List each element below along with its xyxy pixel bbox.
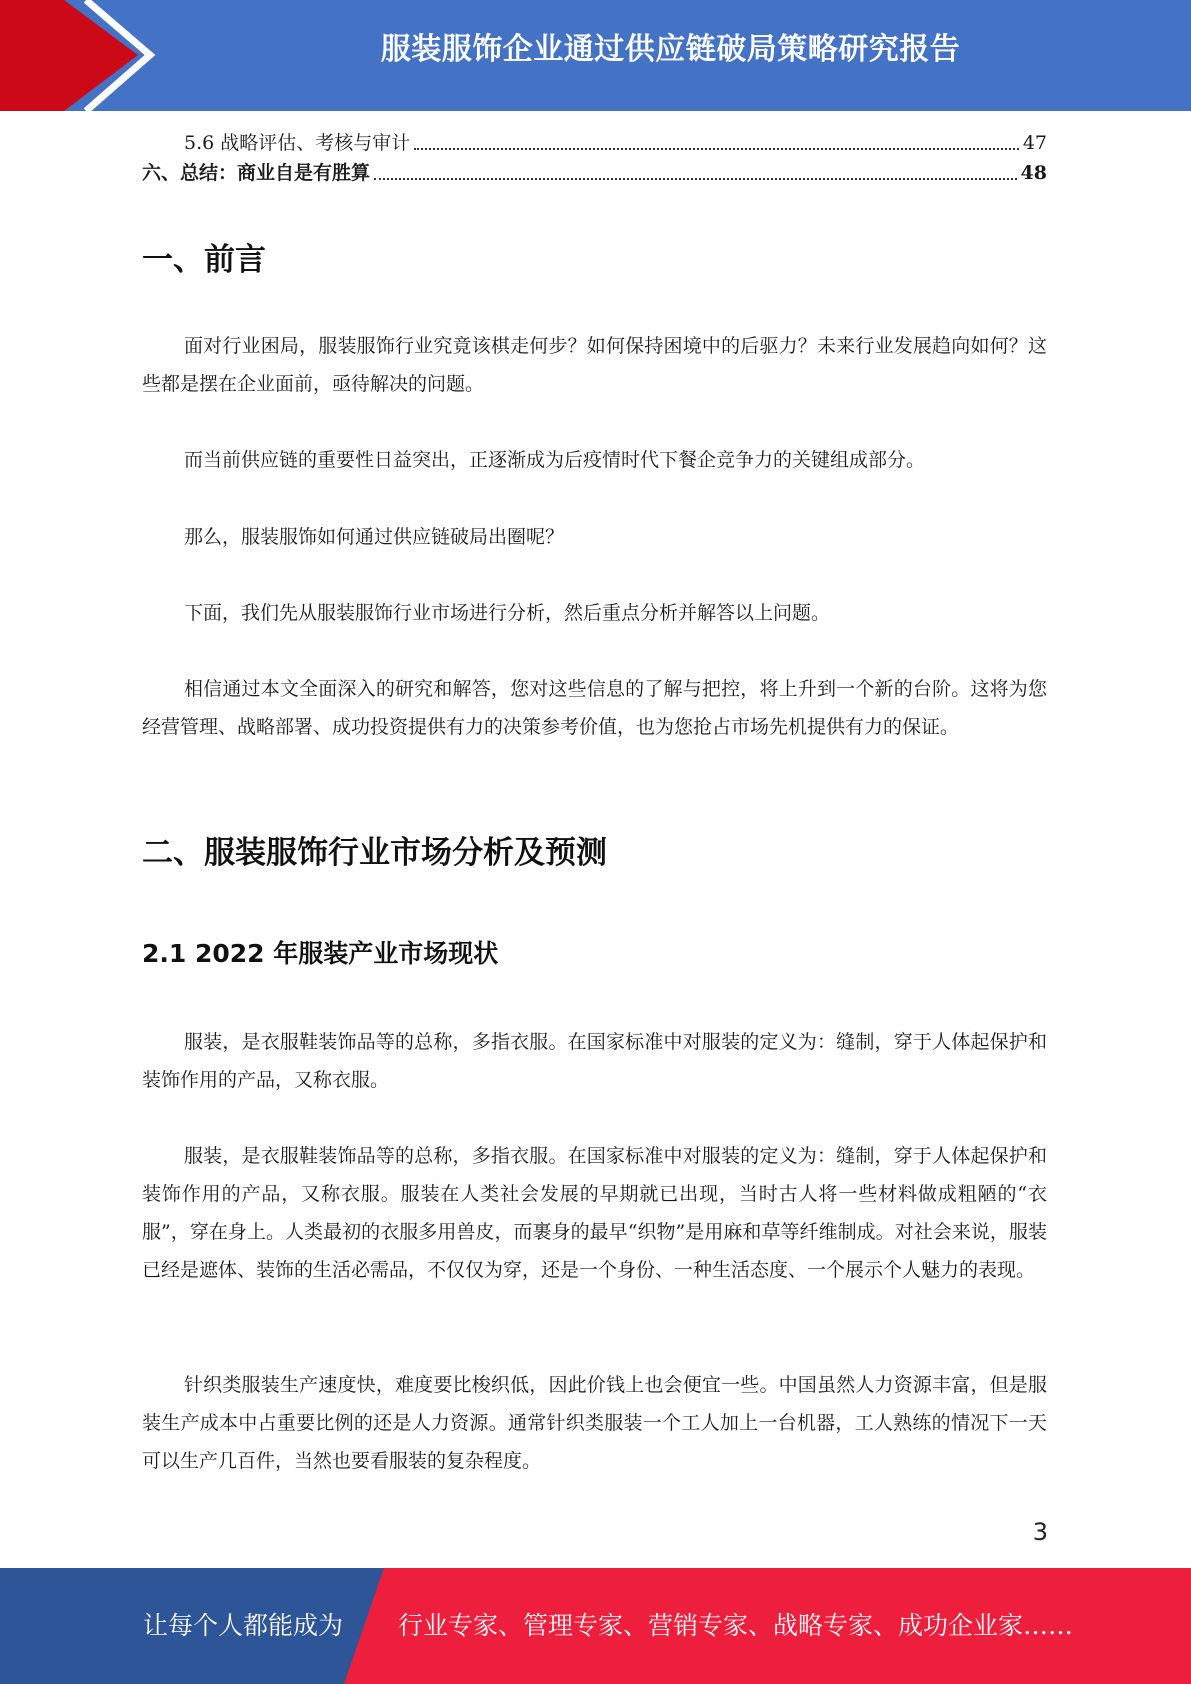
section-heading-market: 二、服装服饰行业市场分析及预测 [142,835,607,871]
toc-entry[interactable] [142,128,1047,158]
toc-entry-label: 5.6 战略评估、考核与审计 [184,132,411,154]
paragraph: 而当前供应链的重要性日益突出，正逐渐成为后疫情时代下餐企竞争力的关键组成部分。 [184,449,926,471]
toc-entry-page: 47 [1022,132,1047,154]
header-banner [0,0,1191,111]
subsection-heading: 2.1 2022 年服装产业市场现状 [142,939,499,968]
paragraph: 面对行业困局，服装服饰行业究竟该棋走何步？如何保持困境中的后驱力？未来行业发展趋向如何？这些都是摆在企业面前，亟待解决的问题。 [142,335,1047,395]
paragraph: 服装，是衣服鞋装饰品等的总称，多指衣服。在国家标准中对服装的定义为：缝制，穿于人体起保护和装饰作用的产品，又称衣服。服装在人类社会发展的早期就已出现，当时古人将一些材料做成粗陋的“衣服”，穿在身上。人类最初的衣服多用兽皮，而裹身的最早“织物”是用麻和草等纤维制成。对社会来说，服装已经是遮体、装饰的生活必需品，不仅仅为穿，还是一个身份、一种生活态度、一个展示个人魅力的表现。 [142,1145,1047,1281]
toc-entry[interactable] [142,158,1047,188]
toc-entry-page: 48 [1020,162,1047,184]
toc-leader-dots [374,178,1017,180]
paragraph: 下面，我们先从服装服饰行业市场进行分析，然后重点分析并解答以上问题。 [184,602,831,624]
toc-entry-label: 六、总结：商业自是有胜算 [142,162,371,184]
footer-banner [0,1568,1191,1684]
report-title: 服装服饰企业通过供应链破局策略研究报告 [380,32,961,67]
paragraph: 那么，服装服饰如何通过供应链破局出圈呢？ [184,526,565,548]
toc-leader-dots [414,148,1019,150]
paragraph: 服装，是衣服鞋装饰品等的总称，多指衣服。在国家标准中对服装的定义为：缝制，穿于人体起保护和装饰作用的产品，又称衣服。 [142,1031,1047,1091]
paragraph: 相信通过本文全面深入的研究和解答，您对这些信息的了解与把控，将上升到一个新的台阶。这将为您经营管理、战略部署、成功投资提供有力的决策参考价值，也为您抢占市场先机提供有力的保证。 [142,678,1047,738]
paragraph: 针织类服装生产速度快，难度要比梭织低，因此价钱上也会便宜一些。中国虽然人力资源丰富，但是服装生产成本中占重要比例的还是人力资源。通常针织类服装一个工人加上一台机器，工人熟练的情况下一天可以生产几百件，当然也要看服装的复杂程度。 [142,1374,1047,1472]
section-heading-preface: 一、前言 [142,242,266,278]
footer-slogan-right: 行业专家、管理专家、营销专家、战略专家、成功企业家…… [398,1611,1074,1640]
footer-slogan-left: 让每个人都能成为 [143,1611,344,1640]
page-number: 3 [1032,1518,1048,1546]
